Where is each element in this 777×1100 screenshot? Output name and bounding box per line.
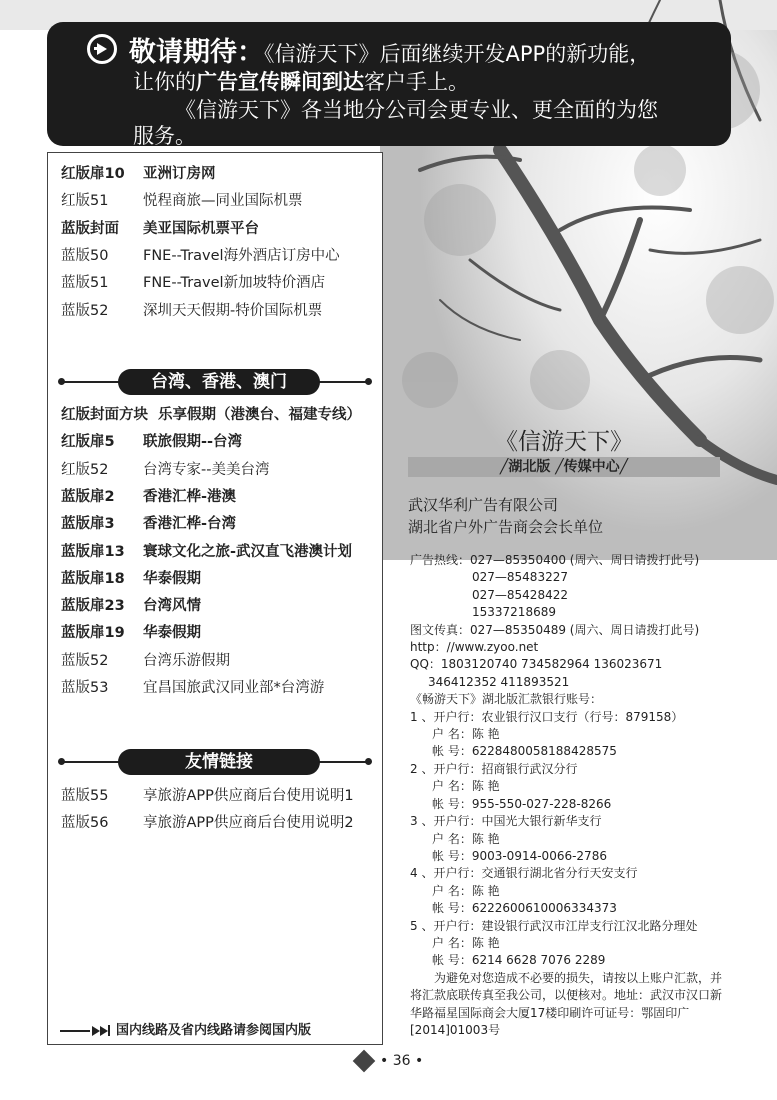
index-entry [61,787,354,805]
index-entry [61,302,322,320]
contact-line: 帐 号：6214 6628 7076 2289 [432,953,606,968]
entry-page-code: 蓝版扉13 [61,543,125,560]
contact-info [410,552,722,1039]
contact-line: 027—85428422 [472,587,568,602]
dot-icon [365,378,372,385]
contact-line: 1 、开户行：农业银行汉口支行（行号：879158） [410,709,684,724]
company-name: 武汉华利广告有限公司 [408,496,559,514]
entry-advertiser: 享旅游APP供应商后台使用说明1 [143,788,354,804]
arrow-head-icon [100,1026,108,1036]
entry-advertiser: 亚洲订房网 [143,166,216,182]
section-title: 友情链接 [118,749,320,775]
index-entry [61,624,201,642]
contact-line: 户 名：陈 艳 [432,727,500,742]
entry-advertiser: 香港汇桦-台湾 [143,516,237,533]
index-entry [61,515,236,533]
contact-line: 户 名：陈 艳 [432,883,500,898]
entry-advertiser: FNE--Travel海外酒店订房中心 [143,247,340,264]
dot-icon [58,758,65,765]
contact-line: 027—85483227 [472,570,568,585]
index-entry [61,570,201,588]
entry-page-code: 红版扉10 [61,166,125,182]
contact-line: 广告热线：027—85350400 (周六、周日请拨打此号) [410,553,700,567]
dot-icon [58,378,65,385]
entry-page-code: 蓝版50 [61,247,109,264]
brand-title: 《信游天下》 [495,429,633,455]
index-entry [61,543,352,561]
entry-advertiser: 享旅游APP供应商后台使用说明2 [143,815,354,832]
brand-subtitle: ╱湖北版 ╱传媒中心╱ [408,457,720,477]
play-arrow-icon [87,34,117,64]
entry-advertiser: 香港汇桦-港澳 [143,488,237,505]
entry-advertiser: 美亚国际机票平台 [143,220,259,237]
banner-line-2: 让你的广告宣传瞬间到达客户手上。 [133,70,469,94]
entry-advertiser: 台湾乐游假期 [143,652,230,669]
entry-page-code: 蓝版扉19 [61,625,125,642]
entry-page-code: 蓝版52 [61,652,109,669]
entry-advertiser: 华泰假期 [143,570,201,587]
index-entry [61,679,324,697]
contact-line: 4 、开户行：交通银行湖北省分行天安支行 [410,866,638,881]
arrow-head-icon [92,1026,100,1036]
entry-page-code: 蓝版扉23 [61,598,125,615]
edition-mark-icon [353,1050,376,1073]
index-column [47,152,383,1045]
contact-line: 3 、开户行：中国光大银行新华支行 [410,814,602,829]
contact-line: 5 、开户行：建设银行武汉市江岸支行江汉北路分理处 [410,918,698,933]
entry-page-code: 红版52 [61,461,109,478]
entry-page-code: 蓝版51 [61,275,109,292]
contact-line: 帐 号：6228480058188428575 [432,744,617,759]
contact-line: 户 名：陈 艳 [432,831,500,846]
section-title: 台湾、香港、澳门 [118,369,320,395]
contact-line: 346412352 411893521 [428,674,570,689]
entry-page-code: 红版封面方块 [61,407,148,423]
entry-page-code: 蓝版55 [61,788,109,804]
promo-banner [47,22,731,146]
index-entry [61,461,269,479]
banner-line-1: 敬请期待：《信游天下》后面继续开发APP的新功能， [129,37,651,68]
entry-advertiser: 宜昌国旅武汉同业部*台湾游 [143,680,325,696]
entry-page-code: 红版扉5 [61,434,115,451]
contact-line: 户 名：陈 艳 [432,779,500,794]
banner-line-4: 服务。 [133,124,196,148]
index-entry [61,814,354,832]
contact-line: http：//www.zyoo.net [410,640,539,655]
entry-advertiser: FNE--Travel新加坡特价酒店 [143,275,326,292]
company-affiliation: 湖北省户外广告商会会长单位 [408,518,604,536]
entry-page-code: 蓝版56 [61,815,109,832]
contact-line: 帐 号：6222600610006334373 [432,901,617,916]
banner-line-3: 《信游天下》各当地分公司会更专业、更全面的为您 [175,98,658,122]
index-entry [61,274,325,292]
contact-line: 图文传真：027—85350489 (周六、周日请拨打此号) [410,622,700,637]
entry-advertiser: 悦程商旅—同业国际机票 [143,193,303,210]
page-number: • 36 • [356,1053,423,1069]
entry-page-code: 蓝版封面 [61,220,119,237]
contact-line: 2 、开户行：招商银行武汉分行 [410,761,578,776]
entry-page-code: 蓝版扉2 [61,488,115,505]
remittance-notice: 为避免对您造成不必要的损失，请按以上账户汇款，并将汇款底联传真至我公司，以便核对。地址：武汉市汉口新华路福星国际商会大厦17楼印刷许可证号：鄂固印广[2014]01003号 [410,970,723,1037]
index-entry [61,220,259,238]
entry-advertiser: 深圳天天假期-特价国际机票 [143,302,323,319]
section-header-links [58,749,372,775]
index-entry [61,433,242,451]
entry-page-code: 蓝版52 [61,302,109,319]
index-entry [61,247,340,265]
index-entry [61,488,236,506]
section-header-taiwan-hk-macau [58,369,372,395]
index-entry [61,406,361,424]
contact-line: 帐 号：9003-0914-0066-2786 [432,848,607,863]
contact-line: 户 名：陈 艳 [432,935,500,950]
index-entry [61,165,216,183]
entry-page-code: 蓝版扉3 [61,516,115,533]
index-entry [61,652,230,670]
entry-advertiser: 华泰假期 [143,625,201,642]
index-entry [61,597,201,615]
dot-icon [365,758,372,765]
arrow-bar-icon [108,1025,110,1036]
domestic-footnote: 国内线路及省内线路请参阅国内版 [60,1019,311,1038]
arrow-line-icon [60,1030,90,1032]
entry-advertiser: 台湾专家--美美台湾 [143,461,270,478]
entry-advertiser: 台湾风情 [143,598,201,615]
index-entry [61,192,303,210]
contact-line: 帐 号：955-550-027-228-8266 [432,796,612,811]
entry-page-code: 蓝版扉18 [61,570,125,587]
entry-advertiser: 寰球文化之旅-武汉直飞港澳计划 [143,543,353,560]
entry-advertiser: 乐享假期（港澳台、福建专线） [158,407,361,423]
entry-advertiser: 联旅假期--台湾 [143,434,243,451]
contact-line: 《畅游天下》湖北版汇款银行账号： [410,692,603,707]
entry-page-code: 蓝版53 [61,680,109,696]
entry-page-code: 红版51 [61,193,109,210]
contact-line: QQ：1803120740 734582964 136023671 [410,657,663,672]
contact-line: 15337218689 [472,605,556,620]
